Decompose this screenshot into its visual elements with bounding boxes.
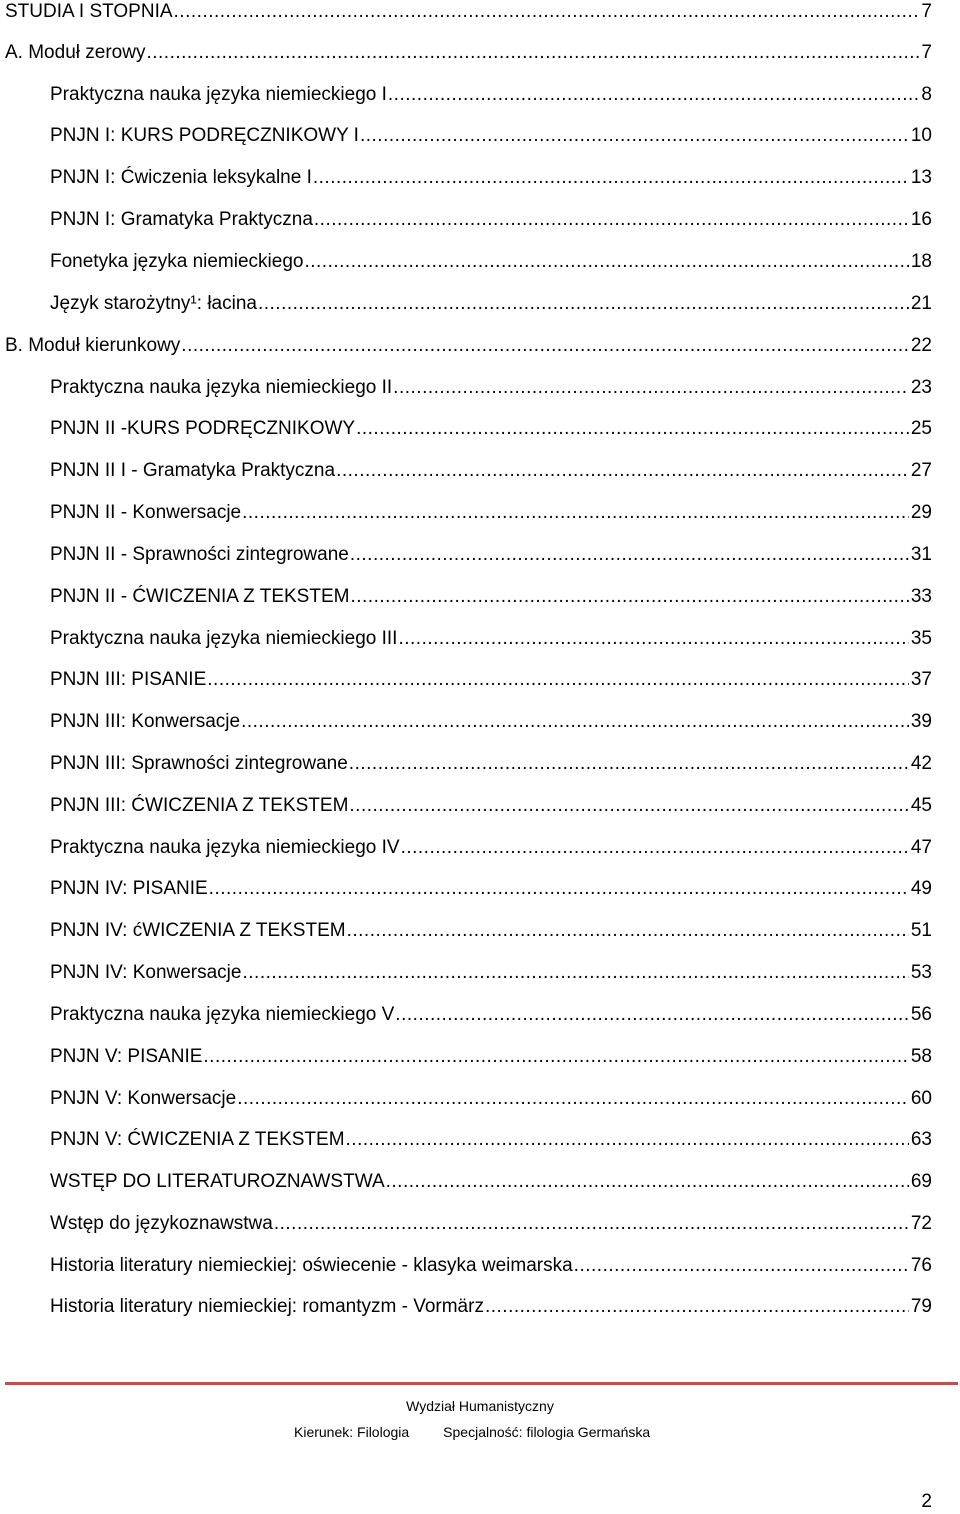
toc-entry-page: 79 xyxy=(910,1296,932,1317)
toc-entry[interactable] xyxy=(0,958,932,988)
toc-entry[interactable] xyxy=(0,874,932,904)
toc-entry[interactable] xyxy=(0,540,932,570)
toc-dot-leader xyxy=(242,498,909,528)
footer-program xyxy=(294,1422,650,1442)
toc-entry-title: PNJN II - ĆWICZENIA Z TEKSTEM xyxy=(50,586,350,607)
toc-dot-leader xyxy=(485,1292,909,1322)
toc-entry[interactable] xyxy=(0,331,932,361)
toc-dot-leader xyxy=(393,373,909,403)
toc-entry-title: Praktyczna nauka języka niemieckiego V xyxy=(50,1004,395,1025)
toc-entry[interactable] xyxy=(0,1209,932,1239)
toc-entry-title: PNJN V: ĆWICZENIA Z TEKSTEM xyxy=(50,1129,345,1150)
toc-dot-leader xyxy=(304,247,908,277)
toc-dot-leader xyxy=(360,121,909,151)
toc-entry-title: PNJN I: KURS PODRĘCZNIKOWY I xyxy=(50,125,359,146)
toc-dot-leader xyxy=(350,540,909,570)
toc-entry-title: PNJN IV: ćWICZENIA Z TEKSTEM xyxy=(50,920,346,941)
toc-entry[interactable] xyxy=(0,289,932,319)
toc-entry-page: 35 xyxy=(910,628,932,649)
toc-entry[interactable] xyxy=(0,205,932,235)
toc-entry-title: Praktyczna nauka języka niemieckiego I xyxy=(50,84,387,105)
toc-entry-title: STUDIA I STOPNIA xyxy=(5,1,173,22)
toc-entry[interactable] xyxy=(0,121,932,151)
toc-entry[interactable] xyxy=(0,1167,932,1197)
toc-entry-title: Praktyczna nauka języka niemieckiego II xyxy=(50,377,393,398)
toc-entry-page: 69 xyxy=(910,1171,932,1192)
toc-dot-leader xyxy=(346,1125,909,1155)
toc-entry-page: 63 xyxy=(910,1129,932,1150)
toc-entry-page: 31 xyxy=(910,544,932,565)
toc-entry-page: 39 xyxy=(910,711,932,732)
toc-entry[interactable] xyxy=(0,163,932,193)
toc-entry[interactable] xyxy=(0,38,932,68)
toc-entry-title: PNJN III: ĆWICZENIA Z TEKSTEM xyxy=(50,795,349,816)
toc-entry-page: 45 xyxy=(910,795,932,816)
toc-entry-title: PNJN V: PISANIE xyxy=(50,1046,203,1067)
toc-entry-page: 10 xyxy=(910,125,932,146)
toc-entry-title: PNJN II - Konwersacje xyxy=(50,502,242,523)
toc-entry[interactable] xyxy=(0,414,932,444)
toc-entry[interactable] xyxy=(0,80,932,110)
toc-entry[interactable] xyxy=(0,1042,932,1072)
toc-entry[interactable] xyxy=(0,1000,932,1030)
toc-dot-leader xyxy=(347,916,909,946)
toc-entry[interactable] xyxy=(0,247,932,277)
toc-entry-page: 18 xyxy=(910,251,932,272)
footer-faculty: Wydział Humanistyczny xyxy=(406,1398,554,1414)
footer-specialty: Specjalność: filologia Germańska xyxy=(443,1424,651,1440)
toc-dot-leader xyxy=(314,205,909,235)
toc-dot-leader xyxy=(181,331,909,361)
toc-entry-page: 53 xyxy=(910,962,932,983)
toc-entry[interactable] xyxy=(0,624,932,654)
toc-entry[interactable] xyxy=(0,791,932,821)
toc-dot-leader xyxy=(349,791,908,821)
toc-entry[interactable] xyxy=(0,1251,932,1281)
toc-entry-page: 76 xyxy=(910,1255,932,1276)
toc-entry-title: Wstęp do językoznawstwa xyxy=(50,1213,273,1234)
toc-dot-leader xyxy=(209,874,909,904)
toc-entry-title: PNJN IV: PISANIE xyxy=(50,878,208,899)
toc-entry[interactable] xyxy=(0,1125,932,1155)
toc-entry[interactable] xyxy=(0,582,932,612)
toc-entry-page: 49 xyxy=(910,878,932,899)
toc-dot-leader xyxy=(237,1084,909,1114)
toc-dot-leader xyxy=(174,0,920,27)
toc-entry-title: Język starożytny¹: łacina xyxy=(50,293,257,314)
toc-entry-title: Historia literatury niemieckiej: romantyzm - Vormärz xyxy=(50,1296,484,1317)
toc-entry[interactable] xyxy=(0,0,932,27)
toc-entry-title: PNJN III: PISANIE xyxy=(50,669,207,690)
toc-entry-title: B. Moduł kierunkowy xyxy=(5,335,181,356)
toc-entry-page: 25 xyxy=(910,418,932,439)
toc-entry-page: 21 xyxy=(910,293,932,314)
page-number: 2 xyxy=(921,1491,932,1512)
toc-entry[interactable] xyxy=(0,833,932,863)
toc-dot-leader xyxy=(398,624,908,654)
toc-entry[interactable] xyxy=(0,665,932,695)
footer-field: Kierunek: Filologia xyxy=(294,1424,410,1440)
footer-divider xyxy=(5,1382,958,1385)
toc-entry-title: PNJN II I - Gramatyka Praktyczna xyxy=(50,460,336,481)
toc-dot-leader xyxy=(241,707,909,737)
toc-entry-page: 58 xyxy=(910,1046,932,1067)
toc-entry-page: 29 xyxy=(910,502,932,523)
toc-entry-title: PNJN II - Sprawności zintegrowane xyxy=(50,544,349,565)
toc-dot-leader xyxy=(336,456,909,486)
toc-dot-leader xyxy=(207,665,909,695)
toc-entry-page: 27 xyxy=(910,460,932,481)
toc-dot-leader xyxy=(313,163,909,193)
toc-dot-leader xyxy=(350,582,908,612)
toc-dot-leader xyxy=(356,414,909,444)
toc-entry[interactable] xyxy=(0,707,932,737)
toc-entry-title: PNJN II -KURS PODRĘCZNIKOWY xyxy=(50,418,356,439)
toc-entry-title: Historia literatury niemieckiej: oświecenie - klasyka weimarska xyxy=(50,1255,573,1276)
toc-entry[interactable] xyxy=(0,373,932,403)
toc-dot-leader xyxy=(349,749,909,779)
toc-entry-title: PNJN IV: Konwersacje xyxy=(50,962,242,983)
toc-entry[interactable] xyxy=(0,1084,932,1114)
toc-dot-leader xyxy=(242,958,908,988)
toc-dot-leader xyxy=(258,289,909,319)
toc-entry-title: WSTĘP DO LITERATUROZNAWSTWA xyxy=(50,1171,385,1192)
toc-entry[interactable] xyxy=(0,1292,932,1322)
toc-entry-page: 56 xyxy=(910,1004,932,1025)
toc-entry-page: 72 xyxy=(910,1213,932,1234)
toc-entry[interactable] xyxy=(0,749,932,779)
toc-dot-leader xyxy=(574,1251,909,1281)
toc-entry-page: 37 xyxy=(910,669,932,690)
toc-entry-title: Praktyczna nauka języka niemieckiego III xyxy=(50,628,398,649)
toc-entry-page: 51 xyxy=(910,920,932,941)
toc-dot-leader xyxy=(386,1167,909,1197)
toc-entry-title: PNJN I: Ćwiczenia leksykalne I xyxy=(50,167,312,188)
toc-entry-page: 33 xyxy=(910,586,932,607)
toc-entry-page: 22 xyxy=(910,335,932,356)
toc-entry-page: 60 xyxy=(910,1088,932,1109)
toc-entry-title: PNJN I: Gramatyka Praktyczna xyxy=(50,209,313,230)
toc-dot-leader xyxy=(388,80,920,110)
toc-entry[interactable] xyxy=(0,498,932,528)
toc-entry-title: Praktyczna nauka języka niemieckiego IV xyxy=(50,837,400,858)
toc-entry-title: PNJN V: Konwersacje xyxy=(50,1088,237,1109)
toc-entry-title: A. Moduł zerowy xyxy=(5,42,146,63)
toc-entry-page: 7 xyxy=(921,42,932,63)
toc-dot-leader xyxy=(274,1209,909,1239)
toc-entry-page: 7 xyxy=(921,1,932,22)
toc-entry[interactable] xyxy=(0,916,932,946)
toc-entry-page: 16 xyxy=(910,209,932,230)
toc-entry-page: 23 xyxy=(910,377,932,398)
toc-entry-title: PNJN III: Konwersacje xyxy=(50,711,241,732)
toc-dot-leader xyxy=(146,38,919,68)
toc-entry-page: 13 xyxy=(910,167,932,188)
toc-entry-title: Fonetyka języka niemieckiego xyxy=(50,251,304,272)
toc-entry-page: 42 xyxy=(910,753,932,774)
toc-dot-leader xyxy=(203,1042,908,1072)
toc-dot-leader xyxy=(401,833,909,863)
toc-entry[interactable] xyxy=(0,456,932,486)
toc-dot-leader xyxy=(395,1000,909,1030)
toc-entry-page: 47 xyxy=(910,837,932,858)
toc-entry-title: PNJN III: Sprawności zintegrowane xyxy=(50,753,348,774)
toc-entry-page: 8 xyxy=(921,84,932,105)
